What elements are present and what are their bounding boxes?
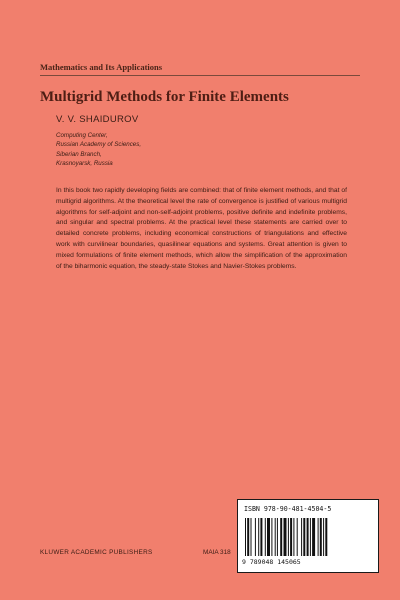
affiliation-line: Russian Academy of Sciences, (56, 141, 142, 149)
book-title: Multigrid Methods for Finite Elements (40, 89, 289, 105)
author-affiliation (56, 131, 141, 169)
publisher-name: KLUWER ACADEMIC PUBLISHERS (40, 549, 153, 556)
affiliation-line: Krasnoyarsk, Russia (56, 160, 113, 168)
barcode-icon (244, 518, 372, 556)
isbn-label: ISBN 978-90-481-4504-5 (244, 505, 332, 513)
book-description: In this book two rapidly developing fields are combined: that of finite element methods, and that of multigrid algorithms. At the theoretical level the rate of convergence is justified of various multigrid algorithms for self-adjoint and non-self-adjoint problems, positive definite and indefinite problems, and singular and spectral problems. At the practical level these statements are carried over to detailed concrete problems, including economical constructions of triangulations and effective work with curvilinear boundaries, quasilinear equations and systems. Great attention is given to mixed formulations of finite element methods, which allow the simplification of the approximation of the biharmonic equation, the steady-state Stokes and Navier-Stokes problems. (56, 187, 347, 270)
barcode-number: 9 789048 145065 (242, 558, 301, 566)
series-number: MAIA 318 (203, 549, 231, 556)
affiliation-line: Siberian Branch, (56, 150, 102, 158)
author-name: V. V. SHAIDUROV (56, 114, 139, 125)
affiliation-line: Computing Center, (56, 132, 108, 139)
series-title: Mathematics and Its Applications (40, 62, 163, 72)
header-rule (40, 75, 360, 76)
barcode-panel (237, 499, 379, 573)
